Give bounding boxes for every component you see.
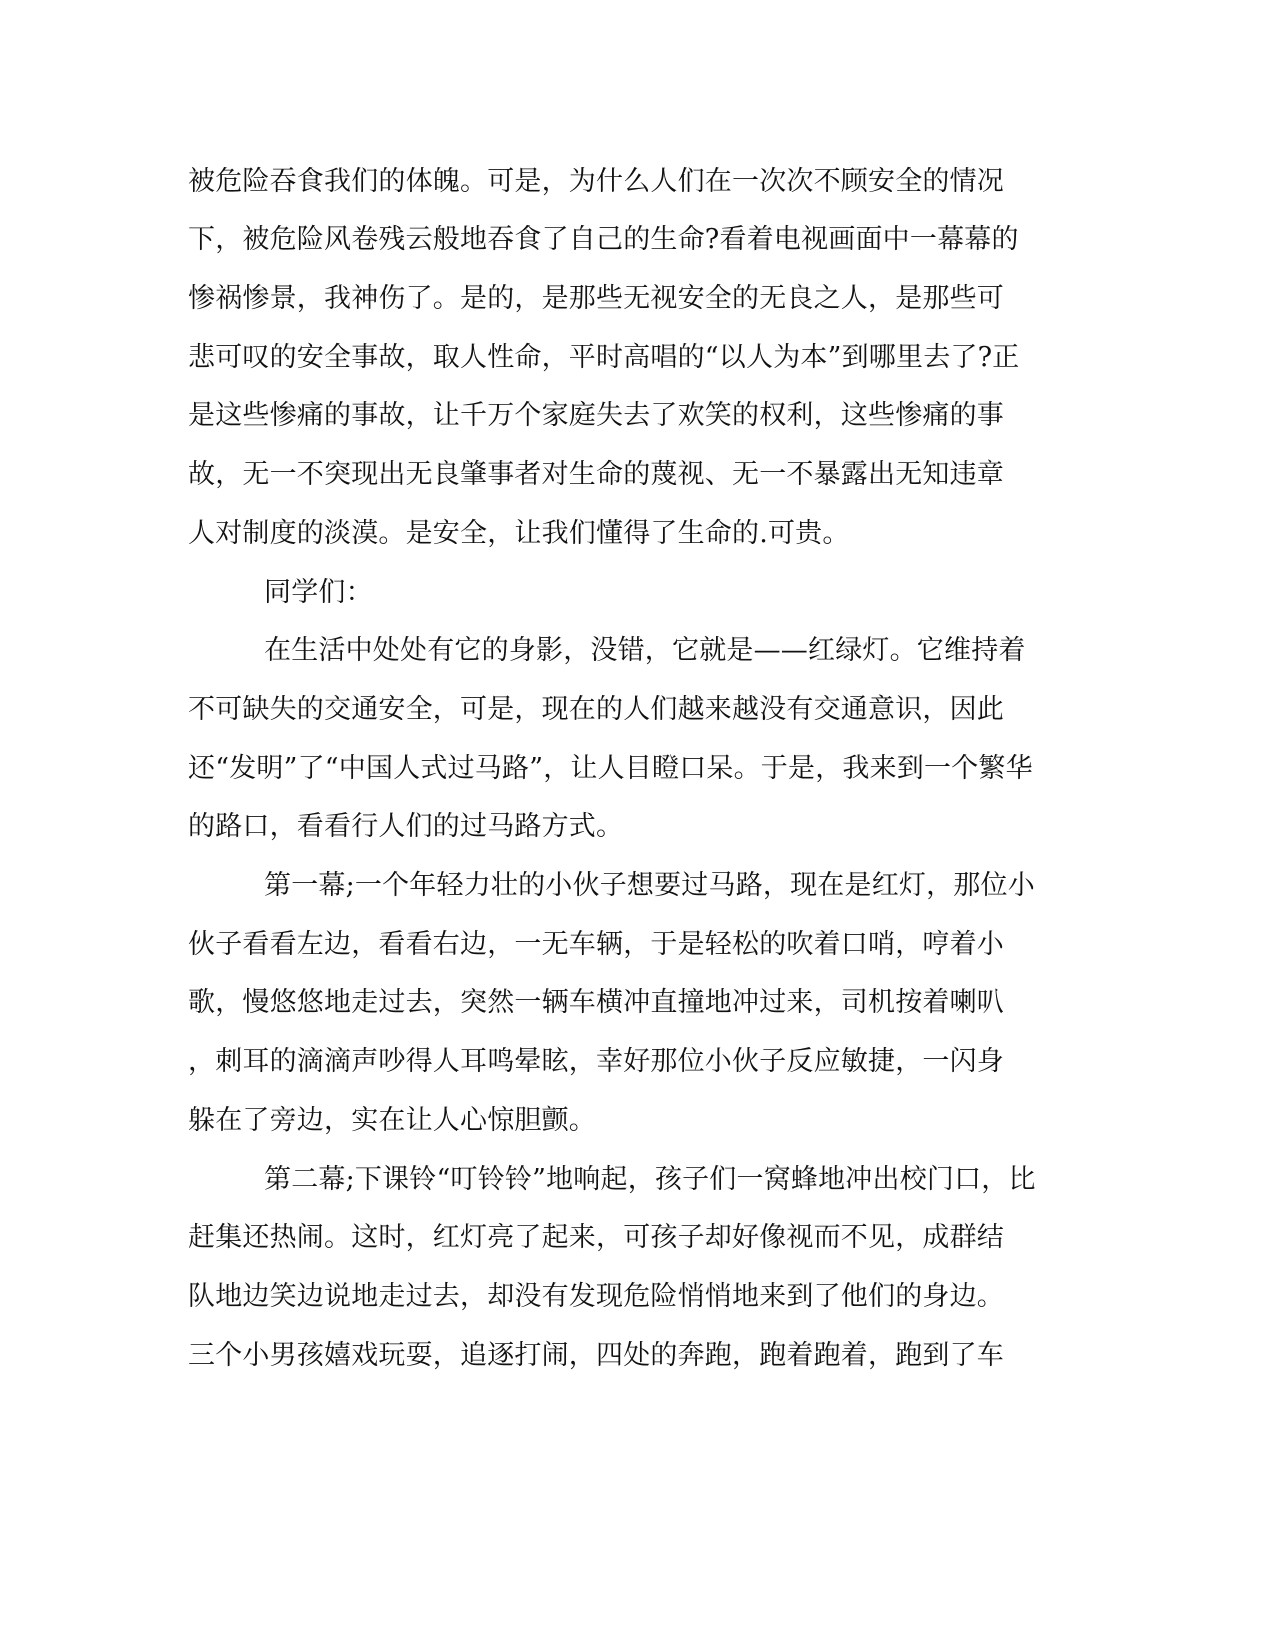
text-line: 歌，慢悠悠地走过去，突然一辆车横冲直撞地冲过来，司机按着喇叭 [188, 987, 1004, 1018]
text-line: 还“发明”了“中国人式过马路”，让人目瞪口呆。于是，我来到一个繁华 [188, 753, 1033, 784]
text-line: 故，无一不突现出无良肇事者对生命的蔑视、无一不暴露出无知违章 [188, 459, 1004, 490]
text-line: 人对制度的淡漠。是安全，让我们懂得了生命的.可贵。 [188, 518, 850, 549]
text-line: 三个小男孩嬉戏玩耍，追逐打闹，四处的奔跑，跑着跑着，跑到了车 [188, 1340, 1004, 1371]
text-line: 是这些惨痛的事故，让千万个家庭失去了欢笑的权利，这些惨痛的事 [188, 400, 1004, 431]
text-line: ，刺耳的滴滴声吵得人耳鸣晕眩，幸好那位小伙子反应敏捷，一闪身 [188, 1046, 1004, 1077]
text-line: 惨祸惨景，我神伤了。是的，是那些无视安全的无良之人，是那些可 [188, 283, 1004, 314]
salutation: 同学们： [264, 577, 373, 608]
text-line: 第一幕;一个年轻力壮的小伙子想要过马路，现在是红灯，那位小 [264, 870, 1035, 901]
text-line: 队地边笑边说地走过去，却没有发现危险悄悄地来到了他们的身边。 [188, 1281, 1004, 1312]
text-line: 悲可叹的安全事故，取人性命，平时高唱的“以人为本”到哪里去了?正 [188, 342, 1020, 373]
text-line: 第二幕;下课铃“叮铃铃”地响起，孩子们一窝蜂地冲出校门口，比 [264, 1164, 1036, 1195]
text-line: 赶集还热闹。这时，红灯亮了起来，可孩子却好像视而不见，成群结 [188, 1222, 1004, 1253]
text-line: 的路口，看看行人们的过马路方式。 [188, 811, 624, 842]
text-line: 躲在了旁边，实在让人心惊胆颤。 [188, 1105, 596, 1136]
text-line: 被危险吞食我们的体魄。可是，为什么人们在一次次不顾安全的情况 [188, 166, 1004, 197]
text-line: 在生活中处处有它的身影，没错，它就是——红绿灯。它维持着 [264, 635, 1026, 666]
text-line: 下，被危险风卷残云般地吞食了自己的生命?看着电视画面中一幕幕的 [188, 224, 1019, 255]
text-line: 伙子看看左边，看看右边，一无车辆，于是轻松的吹着口哨，哼着小 [188, 929, 1004, 960]
text-line: 不可缺失的交通安全，可是，现在的人们越来越没有交通意识，因此 [188, 694, 1004, 725]
